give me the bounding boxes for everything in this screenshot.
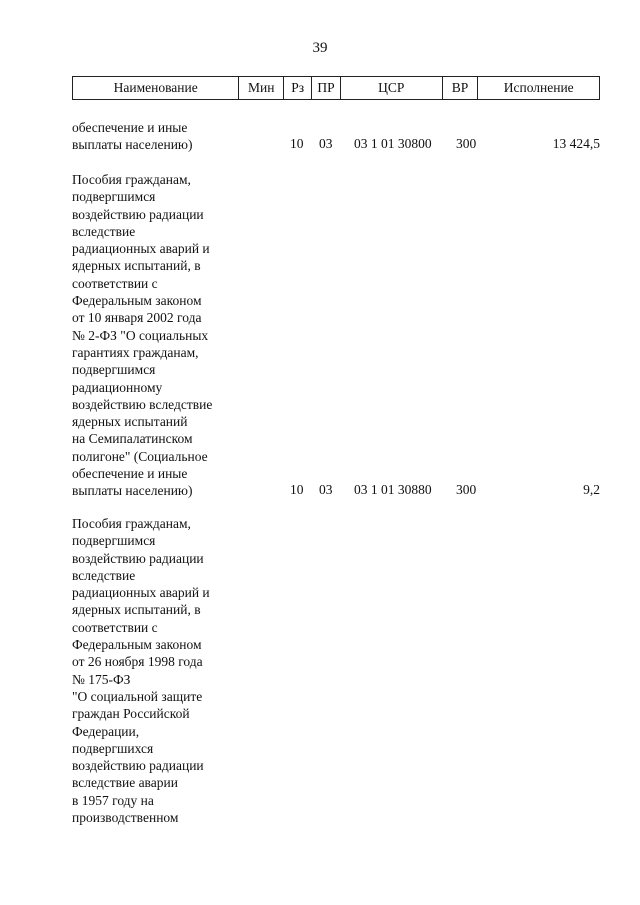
row-name: Пособия гражданам, подвергшимся воздействию радиации вследствие радиационных аварий и ядерных испытаний, в соответствии с Федеральным законом от 10 января 2002 года № 2-ФЗ "О социальных гарантиях гражданам, подвергшимся радиационному воздействию вследствие ядерных испытаний на Семипалатинском полигоне" (Социальное обеспечение и иные выплаты населению): [72, 172, 213, 499]
row-name: обеспечение и иные выплаты населению): [72, 120, 193, 153]
header-vr: ВР: [443, 77, 479, 99]
row-name: Пособия гражданам, подвергшимся воздействию радиации вследствие радиационных аварий и ядерных испытаний, в соответствии с Федеральным законом от 26 ноября 1998 года № 175-ФЗ "О социальной защите граждан Российской Федерации, подвергшихся воздействию радиации вследствие аварии в 1957 году на производственном: [72, 516, 210, 826]
row-rz: 10: [290, 482, 304, 497]
row-csr: 03 1 01 30800: [354, 136, 432, 151]
row-csr: 03 1 01 30880: [354, 482, 432, 497]
row-rz: 10: [290, 136, 304, 151]
header-rz: Рз: [284, 77, 312, 99]
header-pr: ПР: [312, 77, 341, 99]
row-values: [72, 136, 600, 153]
row-values: [72, 482, 600, 499]
row-isp: 9,2: [583, 482, 600, 497]
header-csr: ЦСР: [341, 77, 443, 99]
header-min: Мин: [239, 77, 284, 99]
row-isp: 13 424,5: [552, 136, 600, 151]
row-vr: 300: [456, 482, 477, 497]
row-pr: 03: [319, 482, 333, 497]
header-name: Наименование: [73, 77, 239, 99]
row-vr: 300: [456, 136, 477, 151]
row-pr: 03: [319, 136, 333, 151]
page-number: 39: [312, 40, 328, 56]
header-isp: Исполнение: [503, 80, 574, 95]
table-header: [72, 76, 600, 100]
